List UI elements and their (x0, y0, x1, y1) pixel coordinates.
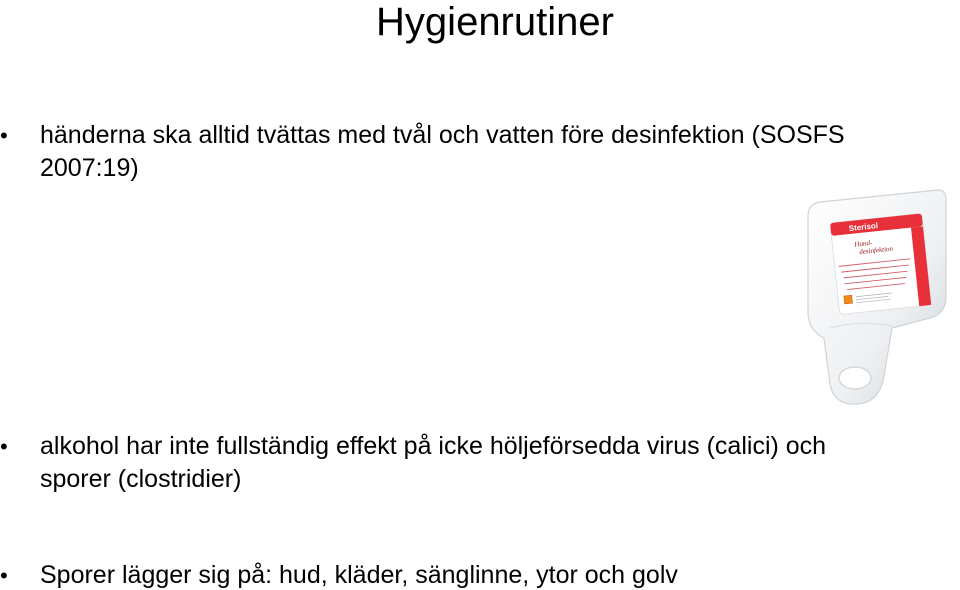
bullet-line: Sporer lägger sig på: hud, kläder, sänglinne, ytor och golv (40, 561, 678, 589)
bullet-text (40, 119, 845, 185)
bullet-line: händerna ska alltid tvättas med tvål och vatten före desinfektion (SOSFS (40, 121, 845, 149)
hazard-icon (844, 295, 853, 304)
slide-title: Hygienrutiner (376, 0, 614, 44)
bag-handle-hole (839, 367, 871, 389)
bullet-line: 2007:19) (40, 154, 139, 182)
bullet-line: sporer (clostridier) (40, 465, 242, 493)
hand-sanitizer-bag-image (800, 188, 950, 410)
product-name-line-2: desinfektion (858, 244, 894, 257)
bullet-line: alkohol har inte fullständig effekt på icke höljeförsedda virus (calici) och (40, 432, 827, 460)
bullet-text (40, 559, 678, 590)
bullet-marker: • (0, 434, 8, 459)
product-label (830, 213, 931, 314)
bullet-marker: • (0, 123, 8, 148)
bullet-text (40, 430, 826, 496)
brand-name: Sterisol (848, 221, 879, 234)
bullet-marker: • (0, 563, 8, 588)
product-name-line-1: Hand- (854, 238, 873, 249)
